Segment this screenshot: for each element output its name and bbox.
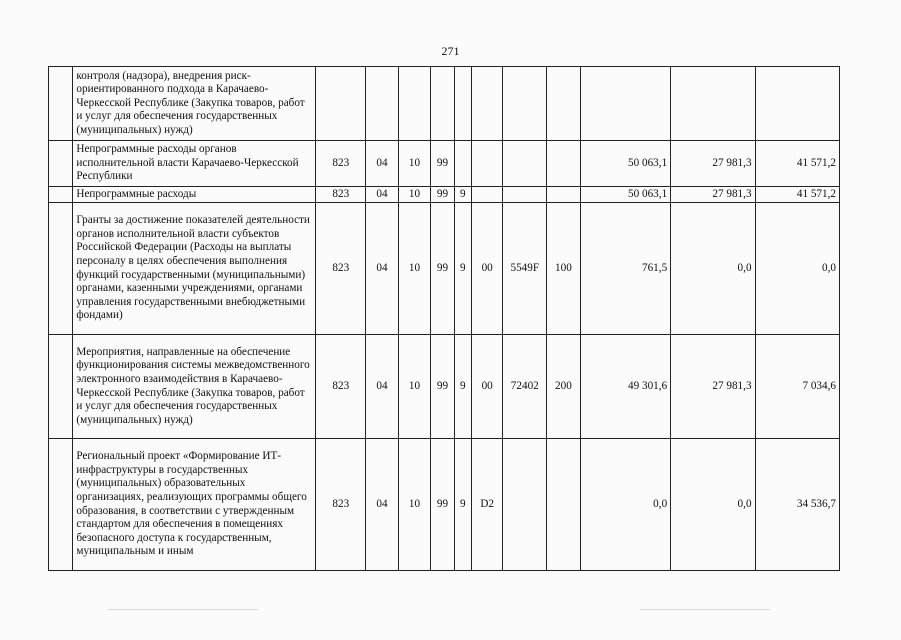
direction-code-cell [503,187,547,203]
expense-type-cell: 100 [547,203,581,335]
section-code-cell: 04 [366,187,399,203]
subprogram-code-cell: 9 [454,439,471,571]
subsection-code-cell: 10 [398,335,431,439]
page-number: 271 [441,44,460,58]
row-marker-cell [49,439,73,571]
amount-year2-cell: 27 981,3 [671,335,755,439]
expense-type-cell: 200 [547,335,581,439]
row-marker-cell [49,141,73,187]
item-name-cell: Непрограммные расходы [73,187,316,203]
expense-type-cell [547,439,581,571]
amount-year1-cell [580,67,670,141]
table-row [49,335,840,439]
main-event-code-cell: 00 [471,335,503,439]
row-marker-cell [49,335,73,439]
amount-year1-cell: 0,0 [580,439,670,571]
subsection-code-cell [398,67,431,141]
program-code-cell: 99 [431,335,454,439]
amount-year1-cell: 50 063,1 [580,141,670,187]
department-code-cell: 823 [316,141,366,187]
amount-year1-cell: 49 301,6 [580,335,670,439]
amount-year2-cell: 27 981,3 [671,187,755,203]
main-event-code-cell [471,187,503,203]
item-name-cell: Мероприятия, направленные на обеспечение функционирования системы межведомственного электронного взаимодействия в Карачаево-Черкесской Республике (Закупка товаров, работ и услуг для обеспечения государственных (муниципальных) нужд) [73,335,316,439]
item-name-cell: Гранты за достижение показателей деятельности органов исполнительной власти субъектов Российской Федерации (Расходы на выплаты персоналу в целях обеспечения выполнения функций государственными (муниципальными) органами, казенными учреждениями, органами управления государственными внебюджетными фондами) [73,203,316,335]
amount-year3-cell: 41 571,2 [755,141,839,187]
direction-code-cell: 72402 [503,335,547,439]
expense-type-cell [547,67,581,141]
main-event-code-cell: D2 [471,439,503,571]
subsection-code-cell: 10 [398,141,431,187]
subprogram-code-cell: 9 [454,335,471,439]
subprogram-code-cell [454,67,471,141]
department-code-cell: 823 [316,203,366,335]
subsection-code-cell: 10 [398,203,431,335]
row-marker-cell [49,187,73,203]
amount-year3-cell [755,67,839,141]
amount-year2-cell [671,67,755,141]
amount-year2-cell: 0,0 [671,439,755,571]
department-code-cell [316,67,366,141]
program-code-cell: 99 [431,203,454,335]
amount-year3-cell: 41 571,2 [755,187,839,203]
subsection-code-cell: 10 [398,439,431,571]
department-code-cell: 823 [316,187,366,203]
program-code-cell: 99 [431,141,454,187]
amount-year2-cell: 0,0 [671,203,755,335]
program-code-cell [431,67,454,141]
scan-artifact-line [108,609,258,610]
section-code-cell: 04 [366,141,399,187]
subprogram-code-cell: 9 [454,203,471,335]
amount-year3-cell: 34 536,7 [755,439,839,571]
department-code-cell: 823 [316,335,366,439]
program-code-cell: 99 [431,187,454,203]
main-event-code-cell: 00 [471,203,503,335]
main-event-code-cell [471,141,503,187]
expense-type-cell [547,187,581,203]
direction-code-cell [503,67,547,141]
row-marker-cell [49,67,73,141]
table-row [49,187,840,203]
amount-year2-cell: 27 981,3 [671,141,755,187]
subsection-code-cell: 10 [398,187,431,203]
amount-year3-cell: 0,0 [755,203,839,335]
row-marker-cell [49,203,73,335]
item-name-cell: контроля (надзора), внедрения риск-ориентированного подхода в Карачаево-Черкесской Республике (Закупка товаров, работ и услуг для обеспечения государственных (муниципальных) нужд) [73,67,316,141]
item-name-cell: Региональный проект «Формирование ИТ-инфраструктуры в государственных (муниципальных) образовательных организациях, реализующих программы общего образования, в соответствии с утвержденным стандартом для обеспечения в помещениях безопасного доступа к государственным, муниципальным и иным [73,439,316,571]
budget-table [48,66,840,571]
amount-year1-cell: 50 063,1 [580,187,670,203]
subprogram-code-cell [454,141,471,187]
amount-year3-cell: 7 034,6 [755,335,839,439]
direction-code-cell [503,439,547,571]
table-row [49,203,840,335]
section-code-cell [366,67,399,141]
expense-type-cell [547,141,581,187]
section-code-cell: 04 [366,439,399,571]
main-event-code-cell [471,67,503,141]
program-code-cell: 99 [431,439,454,571]
direction-code-cell: 5549F [503,203,547,335]
table-row [49,141,840,187]
amount-year1-cell: 761,5 [580,203,670,335]
table-row [49,439,840,571]
scan-artifact-line [640,609,770,610]
subprogram-code-cell: 9 [454,187,471,203]
table-row [49,67,840,141]
item-name-cell: Непрограммные расходы органов исполнительной власти Карачаево-Черкесской Республики [73,141,316,187]
section-code-cell: 04 [366,335,399,439]
section-code-cell: 04 [366,203,399,335]
department-code-cell: 823 [316,439,366,571]
direction-code-cell [503,141,547,187]
